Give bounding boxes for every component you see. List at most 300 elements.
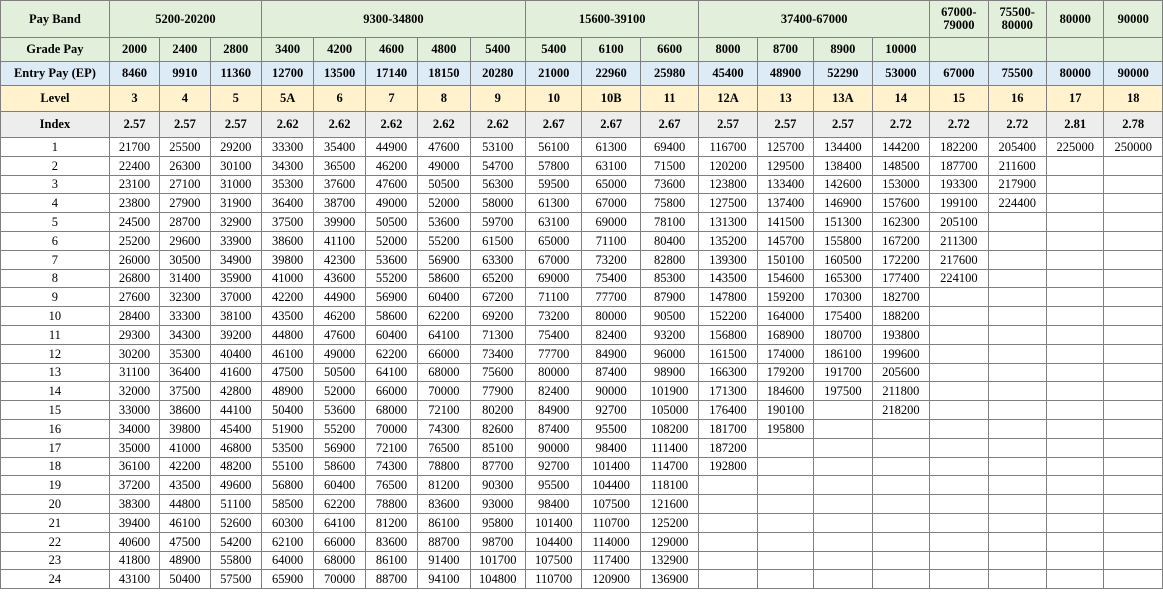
pay-cell: 37500	[261, 213, 313, 232]
pay-cell	[1104, 551, 1163, 570]
level-cell: 12A	[699, 86, 757, 112]
pay-cell: 35000	[109, 438, 159, 457]
pay-cell: 92700	[582, 401, 640, 420]
pay-cell	[1104, 438, 1163, 457]
table-row	[1, 138, 1163, 157]
pay-cell	[988, 382, 1046, 401]
pay-cell	[1046, 250, 1103, 269]
pay-cell: 152200	[699, 307, 757, 326]
pay-cell: 146900	[814, 194, 872, 213]
pay-cell	[988, 213, 1046, 232]
pay-cell: 191700	[814, 363, 872, 382]
pay-cell: 33000	[109, 401, 159, 420]
pay-cell: 64100	[314, 513, 365, 532]
pay-cell	[1104, 231, 1163, 250]
pay-cell: 86100	[365, 551, 417, 570]
pay-cell: 37500	[160, 382, 210, 401]
level-cell: 10	[525, 86, 581, 112]
entry-pay-row	[1, 62, 1163, 86]
pay-cell: 110700	[582, 513, 640, 532]
pay-cell: 65200	[470, 269, 525, 288]
pay-cell: 68000	[314, 551, 365, 570]
pay-cell: 91400	[418, 551, 470, 570]
pay-cell: 68000	[418, 363, 470, 382]
row-index-cell: 5	[1, 213, 110, 232]
entry-pay-cell: 22960	[582, 62, 640, 86]
index-cell: 2.67	[640, 112, 698, 138]
pay-cell: 205600	[872, 363, 929, 382]
pay-cell	[988, 438, 1046, 457]
pay-cell	[699, 476, 757, 495]
table-row	[1, 194, 1163, 213]
pay-cell: 59500	[525, 175, 581, 194]
level-cell: 9	[470, 86, 525, 112]
pay-cell: 62200	[314, 495, 365, 514]
pay-cell: 98900	[640, 363, 698, 382]
pay-cell: 33300	[261, 138, 313, 157]
pay-cell: 211800	[872, 382, 929, 401]
pay-cell: 58600	[418, 269, 470, 288]
pay-cell: 44800	[261, 325, 313, 344]
pay-cell: 47600	[314, 325, 365, 344]
pay-cell	[1046, 419, 1103, 438]
pay-cell: 87700	[470, 457, 525, 476]
pay-cell	[814, 551, 872, 570]
pay-cell: 181700	[699, 419, 757, 438]
pay-cell: 30100	[210, 156, 261, 175]
pay-cell: 34900	[210, 250, 261, 269]
pay-cell	[1046, 213, 1103, 232]
pay-cell	[1046, 532, 1103, 551]
pay-cell: 211600	[988, 156, 1046, 175]
pay-cell: 80200	[470, 401, 525, 420]
pay-cell: 33300	[160, 307, 210, 326]
pay-cell: 35400	[314, 138, 365, 157]
pay-cell: 64100	[365, 363, 417, 382]
pay-cell	[814, 457, 872, 476]
pay-cell	[1046, 344, 1103, 363]
pay-cell	[930, 570, 988, 589]
pay-cell: 95500	[525, 476, 581, 495]
pay-cell: 57500	[210, 570, 261, 589]
level-cell: 17	[1046, 86, 1103, 112]
pay-cell: 53500	[261, 438, 313, 457]
pay-cell	[1046, 194, 1103, 213]
pay-cell: 96000	[640, 344, 698, 363]
pay-cell: 34300	[160, 325, 210, 344]
pay-cell: 56100	[525, 138, 581, 157]
pay-cell	[988, 344, 1046, 363]
pay-cell: 81200	[365, 513, 417, 532]
pay-cell: 61300	[582, 138, 640, 157]
pay-cell: 137400	[757, 194, 813, 213]
pay-cell	[988, 476, 1046, 495]
pay-cell: 23100	[109, 175, 159, 194]
pay-cell: 174000	[757, 344, 813, 363]
pay-cell: 195800	[757, 419, 813, 438]
pay-cell	[988, 307, 1046, 326]
pay-cell: 60400	[418, 288, 470, 307]
level-cell: 7	[365, 86, 417, 112]
pay-cell: 93200	[640, 325, 698, 344]
pay-cell: 38600	[160, 401, 210, 420]
pay-cell: 90500	[640, 307, 698, 326]
pay-cell: 28400	[109, 307, 159, 326]
pay-cell	[988, 551, 1046, 570]
grade-pay-cell: 8900	[814, 38, 872, 62]
pay-cell: 116700	[699, 138, 757, 157]
pay-cell: 98700	[470, 532, 525, 551]
pay-cell	[872, 570, 929, 589]
pay-cell: 139300	[699, 250, 757, 269]
grade-pay-cell: 8000	[699, 38, 757, 62]
grade-pay-row	[1, 38, 1163, 62]
pay-cell: 129500	[757, 156, 813, 175]
pay-cell	[757, 513, 813, 532]
entry-pay-cell: 52290	[814, 62, 872, 86]
table-row	[1, 250, 1163, 269]
pay-cell: 72100	[365, 438, 417, 457]
pay-cell: 110700	[525, 570, 581, 589]
grade-pay-cell	[930, 38, 988, 62]
pay-cell: 56900	[314, 438, 365, 457]
pay-cell	[814, 476, 872, 495]
pay-cell: 53600	[418, 213, 470, 232]
pay-cell	[872, 551, 929, 570]
grade-pay-cell: 2800	[210, 38, 261, 62]
level-cell: 18	[1104, 86, 1163, 112]
row-index-cell: 20	[1, 495, 110, 514]
pay-cell: 55200	[365, 269, 417, 288]
pay-cell	[699, 551, 757, 570]
pay-cell: 56300	[470, 175, 525, 194]
pay-cell: 90000	[525, 438, 581, 457]
pay-cell: 44100	[210, 401, 261, 420]
pay-cell: 80400	[640, 231, 698, 250]
pay-cell: 29200	[210, 138, 261, 157]
pay-cell: 41800	[109, 551, 159, 570]
level-cell: 4	[160, 86, 210, 112]
pay-cell: 27600	[109, 288, 159, 307]
pay-cell: 66000	[418, 344, 470, 363]
pay-cell: 250000	[1104, 138, 1163, 157]
pay-cell	[814, 438, 872, 457]
pay-cell: 48900	[160, 551, 210, 570]
index-cell: 2.72	[930, 112, 988, 138]
level-cell: 8	[418, 86, 470, 112]
pay-cell: 64000	[261, 551, 313, 570]
pay-cell	[1104, 532, 1163, 551]
pay-cell: 199600	[872, 344, 929, 363]
pay-cell: 154600	[757, 269, 813, 288]
pay-cell: 53600	[365, 250, 417, 269]
pay-cell	[1104, 213, 1163, 232]
pay-cell: 71300	[470, 325, 525, 344]
pay-cell	[814, 513, 872, 532]
pay-cell: 37200	[109, 476, 159, 495]
pay-cell: 38300	[109, 495, 159, 514]
pay-cell: 31400	[160, 269, 210, 288]
table-row	[1, 363, 1163, 382]
table-row	[1, 382, 1163, 401]
pay-cell: 25500	[160, 138, 210, 157]
pay-cell: 177400	[872, 269, 929, 288]
pay-cell: 67000	[582, 194, 640, 213]
row-index-cell: 18	[1, 457, 110, 476]
pay-cell: 30500	[160, 250, 210, 269]
pay-cell	[757, 457, 813, 476]
pay-cell: 58600	[365, 307, 417, 326]
pay-cell: 224100	[930, 269, 988, 288]
pay-cell: 60400	[365, 325, 417, 344]
pay-cell: 133400	[757, 175, 813, 194]
pay-cell: 125200	[640, 513, 698, 532]
pay-band-cell: 90000	[1104, 1, 1163, 38]
row-index-cell: 3	[1, 175, 110, 194]
pay-cell: 101400	[525, 513, 581, 532]
pay-cell	[988, 513, 1046, 532]
pay-cell: 42800	[210, 382, 261, 401]
pay-cell: 38600	[261, 231, 313, 250]
pay-cell: 82800	[640, 250, 698, 269]
pay-cell: 48900	[261, 382, 313, 401]
pay-cell: 101900	[640, 382, 698, 401]
pay-cell: 75400	[525, 325, 581, 344]
pay-cell	[1104, 344, 1163, 363]
pay-cell: 176400	[699, 401, 757, 420]
pay-cell: 32000	[109, 382, 159, 401]
pay-cell: 187200	[699, 438, 757, 457]
pay-cell: 31900	[210, 194, 261, 213]
table-row	[1, 495, 1163, 514]
pay-cell: 29600	[160, 231, 210, 250]
pay-cell: 101400	[582, 457, 640, 476]
pay-cell	[1046, 288, 1103, 307]
table-row	[1, 532, 1163, 551]
pay-cell	[699, 532, 757, 551]
table-row	[1, 551, 1163, 570]
pay-cell: 184600	[757, 382, 813, 401]
pay-cell	[988, 231, 1046, 250]
pay-cell	[930, 495, 988, 514]
pay-cell	[988, 325, 1046, 344]
pay-cell: 74300	[365, 457, 417, 476]
grade-pay-cell: 2400	[160, 38, 210, 62]
pay-cell	[872, 495, 929, 514]
pay-cell	[988, 288, 1046, 307]
grade-pay-cell: 3400	[261, 38, 313, 62]
pay-cell	[1046, 438, 1103, 457]
pay-cell: 62200	[418, 307, 470, 326]
pay-cell: 62100	[261, 532, 313, 551]
level-cell: 10B	[582, 86, 640, 112]
pay-cell	[1046, 513, 1103, 532]
pay-cell: 107500	[525, 551, 581, 570]
row-index-cell: 11	[1, 325, 110, 344]
pay-cell: 42300	[314, 250, 365, 269]
pay-band-cell: 67000- 79000	[930, 1, 988, 38]
table-row	[1, 476, 1163, 495]
pay-cell: 87400	[582, 363, 640, 382]
pay-cell: 47600	[418, 138, 470, 157]
pay-cell: 27100	[160, 175, 210, 194]
index-cell: 2.81	[1046, 112, 1103, 138]
pay-cell: 27900	[160, 194, 210, 213]
pay-cell: 31000	[210, 175, 261, 194]
row-index-cell: 19	[1, 476, 110, 495]
pay-cell	[1046, 363, 1103, 382]
pay-cell: 205400	[988, 138, 1046, 157]
row-index-cell: 16	[1, 419, 110, 438]
pay-cell: 39400	[109, 513, 159, 532]
pay-cell	[872, 438, 929, 457]
row-index-cell: 15	[1, 401, 110, 420]
pay-cell	[1104, 156, 1163, 175]
pay-cell: 193300	[930, 175, 988, 194]
pay-cell: 46800	[210, 438, 261, 457]
pay-cell: 77700	[525, 344, 581, 363]
pay-cell: 151300	[814, 213, 872, 232]
level-cell: 16	[988, 86, 1046, 112]
pay-cell: 50500	[365, 213, 417, 232]
table-row	[1, 231, 1163, 250]
pay-cell: 40400	[210, 344, 261, 363]
pay-cell: 65000	[582, 175, 640, 194]
entry-pay-cell: 21000	[525, 62, 581, 86]
table-row	[1, 288, 1163, 307]
pay-band-cell: 75500- 80000	[988, 1, 1046, 38]
pay-cell: 67200	[470, 288, 525, 307]
pay-cell	[1104, 419, 1163, 438]
pay-cell: 186100	[814, 344, 872, 363]
pay-cell	[930, 457, 988, 476]
pay-cell	[1104, 194, 1163, 213]
pay-cell	[988, 532, 1046, 551]
pay-band-cell: 9300-34800	[261, 1, 525, 38]
pay-cell: 43500	[160, 476, 210, 495]
pay-cell	[1046, 457, 1103, 476]
pay-cell	[1104, 250, 1163, 269]
pay-cell: 217600	[930, 250, 988, 269]
pay-cell: 142600	[814, 175, 872, 194]
pay-cell: 41600	[210, 363, 261, 382]
pay-cell: 73200	[582, 250, 640, 269]
pay-cell: 141500	[757, 213, 813, 232]
pay-cell: 117400	[582, 551, 640, 570]
pay-cell	[988, 363, 1046, 382]
pay-cell: 43500	[261, 307, 313, 326]
pay-cell: 167200	[872, 231, 929, 250]
pay-cell: 73200	[525, 307, 581, 326]
pay-cell: 143500	[699, 269, 757, 288]
entry-pay-cell: 12700	[261, 62, 313, 86]
pay-cell: 46200	[314, 307, 365, 326]
pay-cell: 51900	[261, 419, 313, 438]
pay-cell: 35300	[261, 175, 313, 194]
pay-cell: 38100	[210, 307, 261, 326]
pay-cell: 57800	[525, 156, 581, 175]
pay-cell: 114700	[640, 457, 698, 476]
pay-cell: 104400	[582, 476, 640, 495]
row-index-cell: 12	[1, 344, 110, 363]
pay-cell: 39900	[314, 213, 365, 232]
level-cell: 5	[210, 86, 261, 112]
entry-pay-cell: 9910	[160, 62, 210, 86]
pay-cell: 180700	[814, 325, 872, 344]
index-cell: 2.57	[757, 112, 813, 138]
pay-cell: 82400	[582, 325, 640, 344]
pay-cell	[757, 476, 813, 495]
pay-cell: 50500	[418, 175, 470, 194]
entry-pay-cell: 20280	[470, 62, 525, 86]
pay-cell: 40600	[109, 532, 159, 551]
pay-cell: 150100	[757, 250, 813, 269]
grade-pay-cell: 10000	[872, 38, 929, 62]
pay-cell: 39800	[261, 250, 313, 269]
pay-cell	[872, 532, 929, 551]
pay-cell: 58500	[261, 495, 313, 514]
row-index-cell: 21	[1, 513, 110, 532]
table-row	[1, 438, 1163, 457]
pay-cell	[930, 307, 988, 326]
pay-cell: 37000	[210, 288, 261, 307]
pay-cell	[872, 419, 929, 438]
pay-cell	[988, 419, 1046, 438]
pay-cell	[814, 532, 872, 551]
grade-pay-cell: 5400	[525, 38, 581, 62]
pay-cell: 44900	[365, 138, 417, 157]
pay-cell: 118100	[640, 476, 698, 495]
pay-cell: 78100	[640, 213, 698, 232]
table-row	[1, 325, 1163, 344]
pay-cell: 218200	[872, 401, 929, 420]
pay-cell: 132900	[640, 551, 698, 570]
pay-cell: 21700	[109, 138, 159, 157]
pay-cell: 44900	[314, 288, 365, 307]
pay-cell: 68000	[365, 401, 417, 420]
table-row	[1, 457, 1163, 476]
pay-cell: 67000	[525, 250, 581, 269]
level-cell: 11	[640, 86, 698, 112]
pay-cell: 44800	[160, 495, 210, 514]
pay-cell: 182700	[872, 288, 929, 307]
pay-cell	[1046, 307, 1103, 326]
pay-cell: 160500	[814, 250, 872, 269]
pay-cell: 92700	[525, 457, 581, 476]
pay-cell: 134400	[814, 138, 872, 157]
pay-cell	[1046, 551, 1103, 570]
grade-pay-cell	[1046, 38, 1103, 62]
entry-pay-cell: 8460	[109, 62, 159, 86]
pay-cell: 108200	[640, 419, 698, 438]
pay-cell: 75800	[640, 194, 698, 213]
grade-pay-cell: 6100	[582, 38, 640, 62]
pay-cell: 187700	[930, 156, 988, 175]
level-cell: 13	[757, 86, 813, 112]
pay-cell: 86100	[418, 513, 470, 532]
pay-cell: 98400	[582, 438, 640, 457]
pay-cell: 23800	[109, 194, 159, 213]
pay-cell: 95500	[582, 419, 640, 438]
pay-cell: 114000	[582, 532, 640, 551]
row-index-cell: 14	[1, 382, 110, 401]
pay-cell	[1104, 175, 1163, 194]
pay-cell: 136900	[640, 570, 698, 589]
pay-cell: 74300	[418, 419, 470, 438]
pay-cell	[1104, 269, 1163, 288]
pay-cell: 88700	[365, 570, 417, 589]
pay-cell: 104800	[470, 570, 525, 589]
